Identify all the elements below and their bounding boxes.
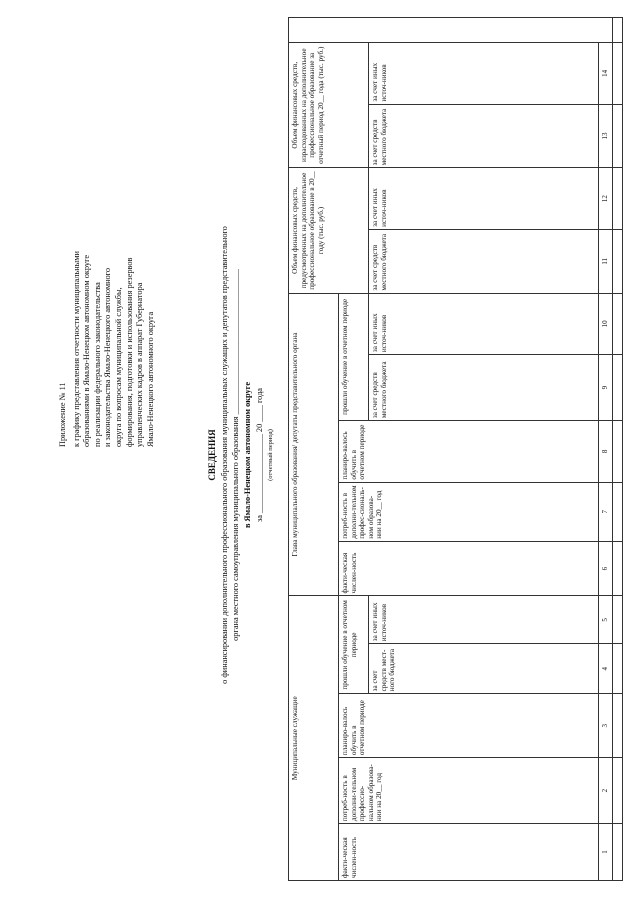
col-local-budget-2: за счет средств местного бюджета	[369, 355, 599, 421]
reporting-period: за ___________________ 20 ____ года	[255, 388, 264, 522]
table-cell	[613, 596, 623, 644]
column-number: 10	[599, 293, 613, 355]
col-local-budget-3: за счет средств местного бюджета	[369, 229, 599, 293]
column-number: 4	[599, 644, 613, 694]
table-cell	[613, 758, 623, 824]
group-municipal-employees: Муниципальные служащие	[289, 596, 339, 881]
table-cell	[613, 482, 623, 541]
column-number: 11	[599, 229, 613, 293]
column-number: 9	[599, 355, 613, 421]
col-other-sources-3: за счет иных источ-ников	[369, 168, 599, 229]
column-number: 5	[599, 596, 613, 644]
table-cell	[613, 293, 623, 355]
column-number: 13	[599, 104, 613, 168]
report-table	[288, 17, 622, 881]
table-cell	[613, 824, 623, 881]
annex-line: управленческих кадров в аппарат Губернатора	[135, 282, 145, 447]
col-fin-planned: Объем финансовых средств, предусмотренных на дополнительное профессиональное образование в 20__ году (тыс. руб.)	[289, 168, 369, 293]
annex-title: Приложение № 11	[58, 382, 67, 447]
column-number: 1	[599, 824, 613, 881]
annex-line: формирования, подготовки и использования резервов	[124, 257, 134, 447]
table-cell	[613, 421, 623, 482]
column-number: 8	[599, 421, 613, 482]
annex-block	[58, 147, 156, 447]
table-cell	[613, 644, 623, 694]
annex-line: округа по вопросам муниципальной службы,	[113, 287, 123, 447]
col-local-budget-4: за счет средств местного бюджета	[369, 104, 599, 168]
col-actual-count: факти-ческая числен-ность	[339, 824, 599, 881]
reporting-period-label: (отчетный период)	[267, 429, 274, 481]
column-number: 3	[599, 694, 613, 758]
table-cell	[613, 18, 623, 43]
table-cell	[613, 104, 623, 168]
annex-line: к графику представления отчетности муниципальными	[71, 251, 81, 447]
column-number: 7	[599, 482, 613, 541]
document-subtitle: органа местного самоуправления муниципального образования ___________________________________	[231, 269, 240, 641]
col-need-2: потреб-ность в дополни-тельном профес-сиональ-ном образова-нии на 20__ год	[339, 482, 599, 541]
group-head-deputies: Глава муниципального образования/ депутаты представительного органа	[289, 293, 339, 596]
col-local-budget: за счет средств мест-ного бюджета	[369, 644, 599, 694]
annex-line: и законодательства Ямало-Ненецкого автономного	[103, 268, 113, 447]
col-planned: планиро-валось обучить в отчетном периоде	[339, 694, 599, 758]
column-number: 6	[599, 541, 613, 596]
table-cell	[613, 541, 623, 596]
col-other-sources-4: за счет иных источ-ников	[369, 43, 599, 104]
annex-line: образованиями в Ямало-Ненецком автономном округе	[82, 254, 92, 447]
col-trained: прошли обучение в отчетном периоде	[339, 596, 369, 694]
col-trained-2: прошли обучение в отчетном периоде	[339, 293, 369, 421]
column-number: 12	[599, 168, 613, 229]
col-other-sources-2: за счет иных источ-ников	[369, 293, 599, 355]
col-need: потреб-ность в дополни-тельном профессио-нальном образова-нии на 20__ год	[339, 758, 599, 824]
col-other-sources: за счет иных источ-ников	[369, 596, 599, 644]
col-planned-2: планиро-валось обучить в отчетном периоде	[339, 421, 599, 482]
table-cell	[613, 694, 623, 758]
annex-line: Ямало-Ненецкого автономного округа	[145, 311, 155, 447]
document-title: СВЕДЕНИЯ	[207, 429, 217, 481]
table-cell	[613, 43, 623, 104]
col-fin-used: Объем финансовых средств, израсходованных на дополнительное профессиональное образование за отчетный период 20__ года (тыс. руб.)	[289, 43, 369, 168]
table-cell	[613, 355, 623, 421]
table-cell	[613, 168, 623, 229]
annex-body	[72, 147, 157, 447]
col-actual-count-2: факти-ческая числен-ность	[339, 541, 599, 596]
annex-line: по реализации федерального законодательства	[92, 282, 102, 447]
table-edge-cell	[289, 18, 613, 43]
document-subtitle: о финансировании дополнительного профессионального образования муниципальных служащих и депутатов представительного	[220, 226, 229, 684]
column-number: 2	[599, 758, 613, 824]
table-cell	[613, 229, 623, 293]
document-region: в Ямало-Ненецком автономном округе	[243, 381, 252, 529]
column-number: 14	[599, 43, 613, 104]
